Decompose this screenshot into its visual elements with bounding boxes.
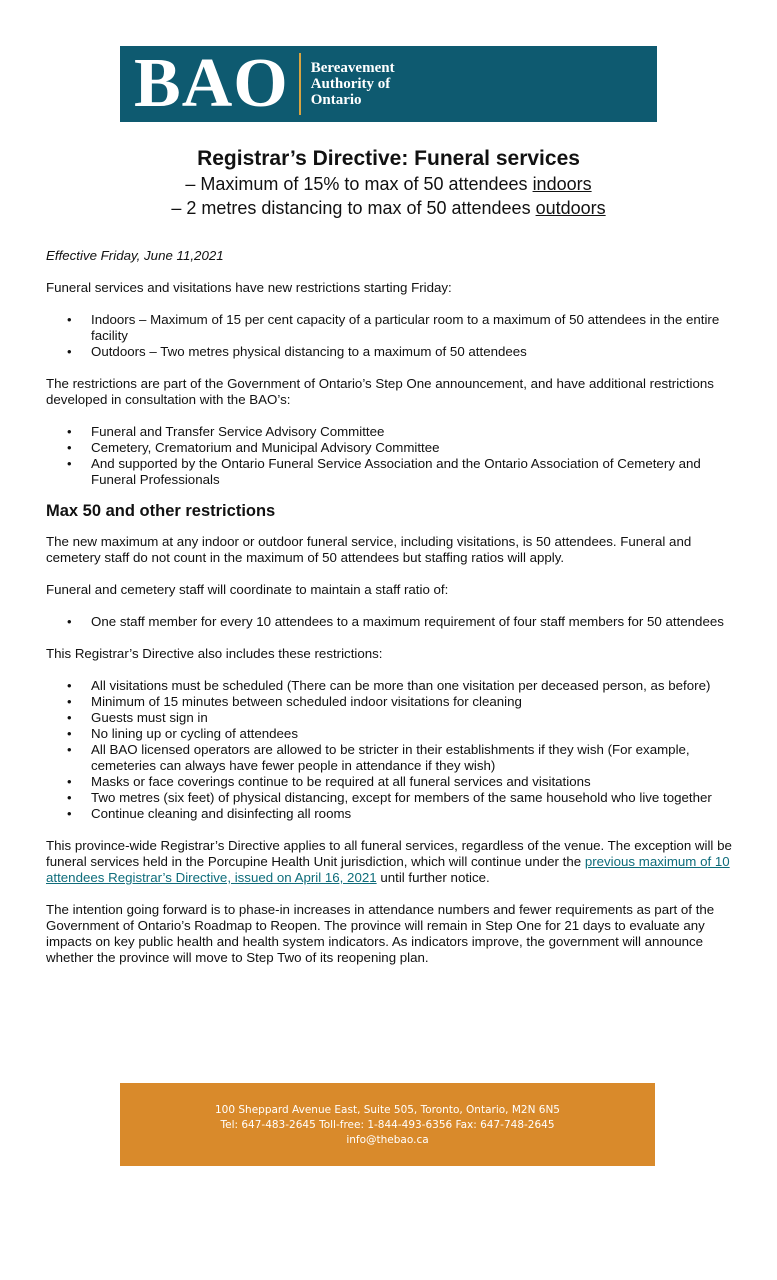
subtitle-1-text: – Maximum of 15% to max of 50 attendees bbox=[185, 174, 533, 194]
logo-line-3: Ontario bbox=[310, 92, 362, 108]
title-block bbox=[0, 146, 777, 220]
intention-paragraph: The intention going forward is to phase-in increases in attendance numbers and fewer requirements as part of the Government of Ontario’s Roadmap to Reopen. The province will remain in Step One for 21 days to evaluate any impacts on key public health and health system indicators. As indicators improve, the government will announce whether the province will move to Step Two of its reopening plan. bbox=[46, 902, 715, 965]
list-item: • Cemetery, Crematorium and Municipal Advisory Committee bbox=[46, 440, 736, 456]
subtitle-2-text: – 2 metres distancing to max of 50 attendees bbox=[171, 198, 536, 218]
document-body bbox=[46, 248, 736, 966]
list-item: • All BAO licensed operators are allowed to be stricter in their establishments if they wish (For example, cemeteries can always have fewer people in attendance if they wish) bbox=[46, 742, 736, 774]
effective-date: Effective Friday, June 11,2021 bbox=[46, 248, 224, 263]
province-text-before: This province-wide Registrar’s Directive applies to all funeral services, regardless of the venue. The exception will be funeral services held in the Porcupine Health Unit jurisdiction, which will continue under the bbox=[46, 838, 732, 869]
footer-address: 100 Sheppard Avenue East, Suite 505, Toronto, Ontario, M2N 6N5 bbox=[215, 1104, 560, 1116]
list-item: • Funeral and Transfer Service Advisory Committee bbox=[46, 424, 736, 440]
list-item: • Two metres (six feet) of physical distancing, except for members of the same household who live together bbox=[46, 790, 736, 806]
footer-email: info@thebao.ca bbox=[346, 1134, 429, 1146]
footer-phones: Tel: 647-483-2645 Toll-free: 1-844-493-6356 Fax: 647-748-2645 bbox=[220, 1119, 555, 1131]
list-item: • One staff member for every 10 attendees to a maximum requirement of four staff members for 50 attendees bbox=[46, 614, 736, 630]
list-item: • Minimum of 15 minutes between scheduled indoor visitations for cleaning bbox=[46, 694, 736, 710]
staff-bullet-list bbox=[46, 614, 736, 630]
max-paragraph: The new maximum at any indoor or outdoor funeral service, including visitations, is 50 attendees. Funeral and cemetery staff do not count in the maximum of 50 attendees but staffing ratios will apply. bbox=[46, 534, 692, 565]
list-item: • Guests must sign in bbox=[46, 710, 736, 726]
logo-divider bbox=[299, 53, 301, 115]
also-paragraph: This Registrar’s Directive also includes these restrictions: bbox=[46, 646, 383, 661]
list-item: • All visitations must be scheduled (There can be more than one visitation per deceased person, as before) bbox=[46, 678, 736, 694]
intro-paragraph: Funeral services and visitations have new restrictions starting Friday: bbox=[46, 280, 452, 295]
list-item: • Continue cleaning and disinfecting all rooms bbox=[46, 806, 736, 822]
subtitle-1-underlined: indoors bbox=[532, 174, 592, 194]
logo-org-name bbox=[311, 60, 395, 108]
logo-line-2: Authority of bbox=[310, 76, 391, 92]
bao-logo-banner bbox=[120, 46, 657, 122]
list-item: • Outdoors – Two metres physical distancing to a maximum of 50 attendees bbox=[46, 344, 736, 360]
committee-bullet-list bbox=[46, 424, 736, 488]
restrictions-paragraph: The restrictions are part of the Government of Ontario’s Step One announcement, and have additional restrictions developed in consultation with the BAO’s: bbox=[46, 376, 714, 407]
province-text-after: until further notice. bbox=[376, 870, 490, 885]
list-item: • No lining up or cycling of attendees bbox=[46, 726, 736, 742]
section-heading: Max 50 and other restrictions bbox=[46, 502, 276, 520]
list-item: • And supported by the Ontario Funeral Service Association and the Ontario Association of Cemetery and Funeral Professionals bbox=[46, 456, 736, 488]
intro-bullet-list bbox=[46, 312, 736, 360]
logo-wordmark: BAO bbox=[134, 45, 289, 122]
restriction-bullet-list bbox=[46, 678, 736, 822]
subtitle-line-1 bbox=[0, 172, 777, 196]
contact-footer bbox=[120, 1083, 655, 1166]
subtitle-2-underlined: outdoors bbox=[535, 198, 606, 218]
list-item: • Masks or face coverings continue to be required at all funeral services and visitations bbox=[46, 774, 736, 790]
province-paragraph bbox=[46, 838, 736, 886]
previous-directive-link[interactable]: previous maximum of 10 attendees Registrar’s Directive, issued on April 16, 2021 bbox=[46, 854, 730, 885]
page-title: Registrar’s Directive: Funeral services bbox=[197, 147, 580, 170]
logo-line-1: Bereavement bbox=[310, 60, 395, 76]
list-item: • Indoors – Maximum of 15 per cent capacity of a particular room to a maximum of 50 attendees in the entire facility bbox=[46, 312, 736, 344]
subtitle-line-2 bbox=[0, 196, 777, 220]
staff-paragraph: Funeral and cemetery staff will coordinate to maintain a staff ratio of: bbox=[46, 582, 449, 597]
